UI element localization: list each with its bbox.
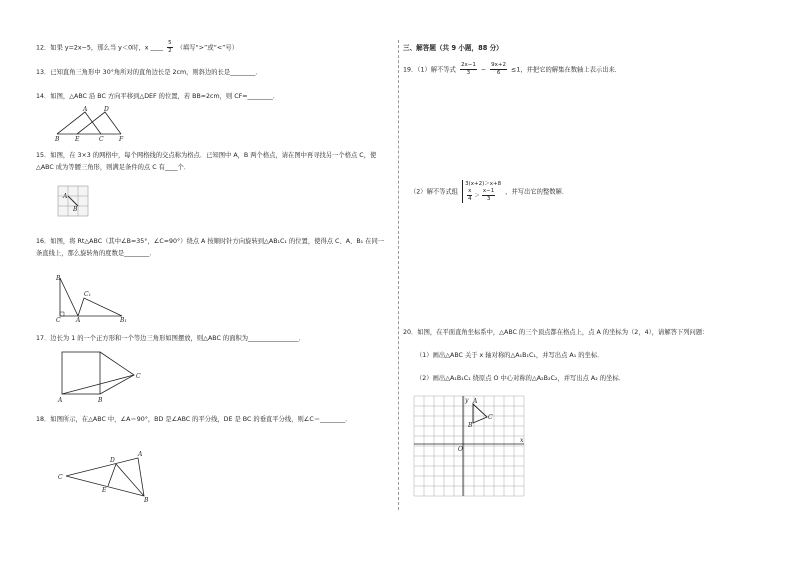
svg-text:E: E	[75, 136, 80, 143]
svg-text:A: A	[138, 451, 143, 458]
svg-text:B₁: B₁	[120, 317, 127, 324]
svg-text:B: B	[73, 206, 78, 213]
svg-text:C: C	[136, 373, 141, 380]
svg-text:B: B	[468, 422, 473, 429]
svg-text:x: x	[520, 437, 524, 444]
section-3-title: 三、解答题（共 9 小题，88 分）	[403, 44, 503, 52]
column-divider	[398, 40, 399, 510]
svg-text:D: D	[110, 457, 115, 464]
svg-text:A: A	[76, 317, 81, 324]
svg-text:B: B	[98, 397, 103, 404]
question-15: 15．如图，在 3×3 的网格中，每个网格线的交点称为格点．已知图中 A，B 两个格点，请在图中再寻找另一个格点 C，使△ABC 成为等腰三角形，则满足条件的点 C 有____个．	[36, 152, 377, 171]
question-14: 14．如图，△ABC 沿 BC 方向平移到△DEF 的位置，若 BB=2cm，则 CF=________．	[36, 93, 280, 100]
svg-text:B: B	[144, 497, 149, 504]
question-19-part-1: 19．（1）解不等式 $\frac{2x-1}{3}$ − $\frac{9x+2}{6}$ ≤1，并把它的解集在数轴上表示出来．	[403, 62, 622, 76]
triangle-abc	[473, 404, 487, 423]
question-13: 13．已知直角三角形中 30°角所对的直角边长是 2cm，则斜边的长是________．	[36, 69, 262, 76]
question-19-part-2: （2）解不等式组 3(x+2)＞x+8 $\frac{x}{4}$ ＞ $\frac{x-1}{3}$ ，并写出它的整数解．	[410, 181, 569, 202]
q14-figure	[55, 106, 125, 143]
q16-figure	[56, 275, 127, 324]
q17-figure	[58, 348, 141, 404]
svg-text:F: F	[119, 136, 124, 143]
fraction: $\frac{9x+2}{6}$	[491, 62, 507, 76]
svg-text:A: A	[83, 106, 88, 113]
svg-text:C: C	[488, 414, 493, 421]
svg-text:E: E	[102, 487, 107, 494]
question-20-part-1: （1）画出△ABC 关于 x 轴对称的△A₁B₁C₁，并写出点 A₁ 的坐标．	[416, 352, 604, 359]
question-18: 18．如图所示，在△ABC 中，∠A＝90°，BD 是∠ABC 的平分线，DE 是 BC 的垂直平分线，则∠C＝________．	[36, 416, 352, 423]
svg-text:C: C	[56, 317, 61, 324]
fraction: $\frac{5}{2}$	[168, 40, 172, 54]
question-20: 20．如图，在平面直角坐标系中，△ABC 的三个顶点都在格点上，点 A 的坐标为（2，4），请解答下列问题：	[403, 329, 709, 336]
coordinate-grid	[414, 396, 526, 498]
svg-text:A: A	[63, 193, 68, 200]
svg-text:A: A	[58, 397, 63, 404]
svg-text:O: O	[458, 446, 463, 453]
question-20-part-2: （2）画出△A₁B₁C₁ 绕原点 O 中心对称的△A₂B₂C₂，并写出点 A₂ 的坐标．	[416, 375, 625, 382]
fraction: $\frac{2x-1}{3}$	[460, 62, 476, 76]
svg-text:C: C	[58, 474, 63, 481]
svg-text:A: A	[473, 398, 478, 405]
q15-grid	[58, 186, 88, 216]
svg-text:B: B	[56, 275, 61, 282]
svg-text:B: B	[55, 136, 60, 143]
question-16: 16．如图，将 Rt△ABC（其中∠B=35°，∠C=90°）绕点 A 按顺时针方向旋转到△AB₁C₁ 的位置，使得点 C、A、B₁ 在同一条直线上，那么旋转角的度数是________．	[36, 238, 385, 257]
question-12: 12．如果 y=2x−5，那么当 y＜0时，x ____ $\frac{5}{2}$ （填写“>”或“<”号）	[36, 40, 238, 54]
svg-text:C: C	[99, 136, 104, 143]
svg-text:y: y	[465, 397, 469, 404]
inequality-system: 3(x+2)＞x+8 $\frac{x}{4}$ ＞ $\frac{x-1}{3}$	[462, 180, 501, 203]
svg-text:D: D	[104, 106, 109, 113]
q18-figure	[58, 452, 153, 502]
question-17: 17．边长为 1 的一个正方形和一个等边三角形如图摆放，则△ABC 的面积为________________．	[36, 335, 305, 342]
svg-text:C₁: C₁	[84, 291, 91, 298]
